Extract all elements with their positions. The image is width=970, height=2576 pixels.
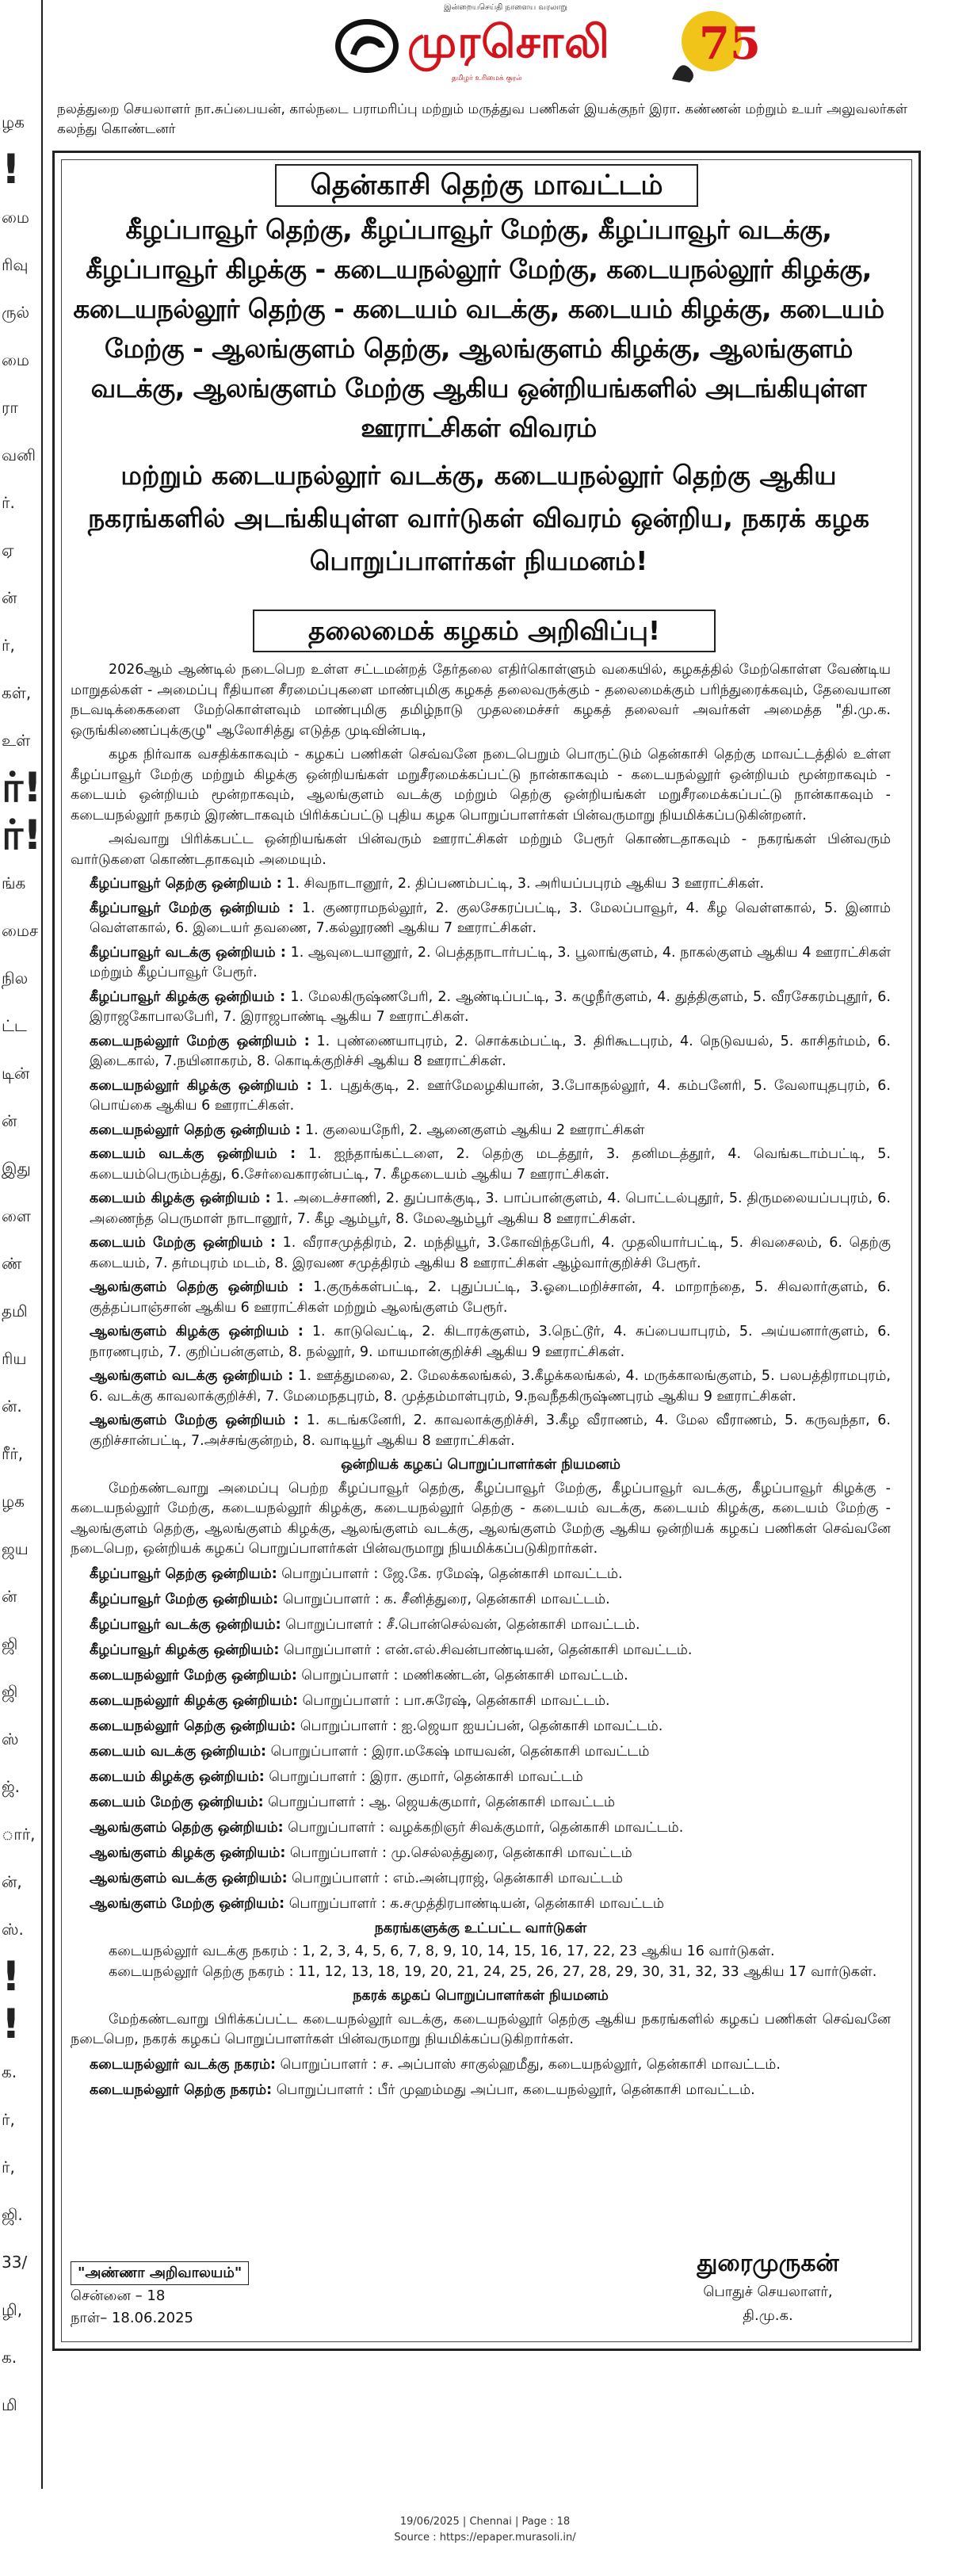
- appointment-person: பொறுப்பாளர் : ச. அப்பாஸ் சாகுல்ஹமீது, கடையநல்லூர், தென்காசி மாவட்டம்.: [280, 2056, 781, 2073]
- union-appointment: [71, 1843, 891, 1864]
- union-name: கடையநல்லூர் கிழக்கு ஒன்றியம் :: [90, 1077, 312, 1094]
- signoff-date: நாள்– 18.06.2025: [71, 2310, 193, 2326]
- union-entry: [71, 1366, 891, 1407]
- appointment-place: தென்காசி மாவட்டம்.: [529, 1718, 663, 1734]
- strip-fragment: ரிய: [2, 1349, 27, 1368]
- appointment-person: பொறுப்பாளர் : என்.எல்.சிவன்பாண்டியன்,: [283, 1642, 554, 1658]
- signoff-city: சென்னை – 18: [71, 2287, 166, 2304]
- strip-fragment: ர்.: [2, 493, 15, 512]
- union-appointment: [71, 1741, 891, 1763]
- union-appointment: [71, 1640, 891, 1661]
- strip-fragment: இது: [2, 1159, 31, 1178]
- appointment-person: பொறுப்பாளர் : பீர் முஹம்மது அப்பா, கடையநல்லூர், தென்காசி மாவட்டம்.: [276, 2081, 755, 2098]
- anniversary-75-seal-icon: [666, 3, 761, 87]
- anniversary-number: 75: [699, 17, 761, 70]
- main-heading-continued: மற்றும் கடையநல்லூர் வடக்கு, கடையநல்லூர் தெற்கு ஆகிய நகரங்களில் அடங்கியுள்ள வார்டுகள் விவரம் ஒன்றிய, நகரக் கழக பொறுப்பாளர்கள் நியமனம்!: [87, 460, 870, 576]
- strip-fragment: ர்,: [2, 2110, 15, 2129]
- union-name: ஆலங்குளம் மேற்கு ஒன்றியம் :: [90, 1412, 300, 1428]
- appointment-place: தென்காசி மாவட்டம்: [493, 1870, 623, 1886]
- union-village-list: [71, 874, 891, 1451]
- strip-fragment: ஜி: [2, 1682, 18, 1701]
- strip-fragment: மை: [2, 350, 30, 369]
- appointment-unit: ஆலங்குளம் தெற்கு ஒன்றியம்:: [90, 1819, 284, 1836]
- strip-fragment: ஜ்.: [2, 1777, 21, 1796]
- union-name: கீழப்பாவூர் கிழக்கு ஒன்றியம் :: [90, 988, 286, 1005]
- strip-fragment: ஜி.: [2, 2205, 23, 2224]
- strip-fragment: !: [2, 1953, 21, 2001]
- appointment-place: தென்காசி மாவட்டம்: [502, 1844, 632, 1861]
- strip-fragment: தமி: [2, 1301, 28, 1320]
- strip-fragment: ஜய: [2, 1539, 29, 1558]
- ward-section-title: நகரங்களுக்கு உட்பட்ட வார்டுகள்: [374, 1920, 587, 1936]
- union-name: ஆலங்குளம் கிழக்கு ஒன்றியம் :: [90, 1324, 304, 1340]
- appointment-unit: கடையநல்லூர் வடக்கு நகரம்:: [90, 2056, 277, 2073]
- strip-fragment: ர்!: [2, 764, 42, 812]
- strip-fragment: ன்,: [2, 1872, 22, 1891]
- strip-fragment: ருல்: [2, 303, 30, 322]
- union-section-title: ஒன்றியக் கழகப் பொறுப்பாளர்கள் நியமனம்: [341, 1457, 621, 1473]
- strip-fragment: வனி: [2, 445, 36, 464]
- union-entry: [71, 1322, 891, 1363]
- union-entry: [71, 1032, 891, 1072]
- strip-fragment: ண்: [2, 1254, 22, 1273]
- strip-fragment: ஏ: [2, 541, 14, 560]
- appointment-place: தென்காசி மாவட்டம்: [534, 1895, 664, 1912]
- strip-fragment: !: [2, 146, 21, 193]
- ward-south: கடையநல்லூர் தெற்கு நகரம் : 11, 12, 13, 18, 19, 20, 21, 24, 25, 26, 27, 28, 29, 30, 31, 32, 33 ஆகிய 17 வார்டுகள்.: [109, 1963, 877, 1980]
- union-name: கீழப்பாவூர் தெற்கு ஒன்றியம் :: [90, 876, 282, 892]
- appointment-unit: கீழப்பாவூர் மேற்கு ஒன்றியம்:: [90, 1591, 279, 1607]
- union-appointment: [71, 1665, 891, 1687]
- strip-fragment: ழக: [2, 113, 25, 132]
- union-appointment-list: [71, 1564, 891, 1915]
- party-logo-icon: [333, 16, 401, 76]
- strip-fragment: க.: [2, 2062, 17, 2081]
- strip-fragment: நில: [2, 969, 29, 988]
- ward-north: கடையநல்லூர் வடக்கு நகரம் : 1, 2, 3, 4, 5, 6, 7, 8, 9, 10, 14, 15, 16, 17, 22, 23 ஆகிய 16 வார்டுகள்.: [109, 1943, 775, 1959]
- appointment-place: தென்காசி மாவட்டம்: [453, 1768, 583, 1785]
- union-name: கடையம் வடக்கு ஒன்றியம் :: [90, 1146, 296, 1162]
- paragraph: அவ்வாறு பிரிக்கபட்ட ஒன்றியங்கள் பின்வரும் ஊராட்சிகள் மற்றும் பேரூர் கொண்டதாகவும் - நகரங்கள் பின்வரும் வார்டுகளை கொண்டதாகவும் அமையும்.: [71, 831, 891, 868]
- appointment-unit: கடையநல்லூர் மேற்கு ஒன்றியம்:: [90, 1667, 297, 1684]
- appointment-place: தென்காசி மாவட்டம்.: [475, 1591, 610, 1607]
- appointment-person: பொறுப்பாளர் : எம்.அன்புராஜ்,: [292, 1870, 489, 1886]
- appointment-place: தென்காசி மாவட்டம்.: [488, 1565, 623, 1582]
- union-name: ஆலங்குளம் தெற்கு ஒன்றியம் :: [90, 1279, 304, 1295]
- strip-fragment: ர்,: [2, 2157, 15, 2177]
- union-villages: 1. ஆவுடையானூர், 2. பெத்தநாடார்பட்டி, 3. பூலாங்குளம், 4. நாகல்குளம் ஆகிய 4 ஊராட்சிகள் மற்றும் கீழப்பாவூர் பேரூர்.: [90, 944, 891, 980]
- strip-fragment: ர்!: [2, 812, 42, 859]
- union-name: கடையம் மேற்கு ஒன்றியம் :: [90, 1235, 276, 1251]
- union-name: கீழப்பாவூர் மேற்கு ஒன்றியம் :: [90, 900, 294, 916]
- headquarters-announcement-heading: தலைமைக் கழகம் அறிவிப்பு!: [253, 610, 716, 652]
- strip-fragment: ன்: [2, 1111, 17, 1130]
- appointment-person: பொறுப்பாளர் : க. சீனித்துரை,: [282, 1591, 472, 1607]
- union-entry: [71, 1121, 891, 1141]
- union-entry: [71, 1233, 891, 1274]
- appointment-place: தென்காசி மாவட்டம்.: [475, 1692, 610, 1709]
- appointment-unit: கடையநல்லூர் கிழக்கு ஒன்றியம்:: [90, 1692, 299, 1709]
- strip-fragment: உள்: [2, 731, 31, 750]
- strip-fragment: கள்,: [2, 683, 32, 702]
- signatory-name: துரைமுருகன்: [697, 2249, 839, 2277]
- strip-fragment: மி: [2, 2395, 17, 2414]
- union-section-intro: மேற்கண்டவாறு அமைப்பு பெற்ற கீழப்பாவூர் தெற்கு, கீழப்பாவூர் மேற்கு, கீழப்பாவூர் வடக்கு, கீழப்பாவூர் கிழக்கு - கடையநல்லூர் மேற்கு, கடையநல்லூர் கிழக்கு, கடையநல்லூர் தெற்கு - கடையம் வடக்கு, கடையம் கிழக்கு, கடையம் மேற்கு - ஆலங்குளம் தெற்கு, ஆலங்குளம் கிழக்கு, ஆலங்குளம் வடக்கு, ஆலங்குளம் மேற்கு ஆகிய ஒன்றியக் கழகப் பணிகள் செவ்வனே நடைபெற, ஒன்றியக் கழகப் பொறுப்பாளர்கள் பின்வருமாறு நியமிக்கப்படுகிறார்கள்.: [71, 1480, 891, 1557]
- town-appointment-list: [71, 2054, 891, 2101]
- strip-fragment: ர்,: [2, 636, 15, 655]
- union-entry: [71, 1189, 891, 1229]
- union-villages: 1. குலையநேரி, 2. ஆனைகுளம் ஆகிய 2 ஊராட்சிகள்: [305, 1122, 645, 1138]
- union-name: கடையநல்லூர் தெற்கு ஒன்றியம் :: [90, 1122, 301, 1138]
- strip-fragment: டின்: [2, 1064, 30, 1083]
- appointment-unit: கடையம் மேற்கு ஒன்றியம்:: [90, 1794, 264, 1810]
- union-entry: [71, 943, 891, 984]
- strip-fragment: ரிவு: [2, 255, 29, 274]
- union-villages: 1. கடங்கனேரி, 2. காவலாக்குறிச்சி, 3.கீழ வீராணம், 4. மேல வீராணம், 5. கருவந்தா, 6. குறிச்சான்பட்டி, 7.அச்சங்குன்றம், 8. வாடியூர் ஆகிய 8 ஊராட்சிகள்.: [90, 1412, 891, 1449]
- strip-fragment: ார்,: [2, 1825, 36, 1844]
- masthead: [333, 3, 777, 90]
- strip-fragment: 33/: [2, 2253, 28, 2272]
- appointment-place: தென்காசி மாவட்டம்: [485, 1794, 615, 1810]
- adjacent-column-strip: [0, 0, 43, 2489]
- strip-fragment: ட்ட: [2, 1016, 27, 1035]
- union-villages: 1. ஊத்துமலை, 2. மேலக்கலங்கல், 3.கீழக்கலங்கல், 4. மருக்காலங்குளம், 5. பலபத்திராமபுரம், 6. வடக்கு காவலாக்குறிச்சி, 7. மேமைநதபுரம், 8. முத்தம்மாள்புரம், 9.நவநீதகிருஷ்ணபுரம் ஆகிய 9 ஊராட்சிகள்.: [90, 1368, 891, 1405]
- town-section-intro: மேற்கண்டவாறு பிரிக்கப்பட்ட கடையநல்லூர் வடக்கு, கடையநல்லூர் தெற்கு ஆகிய நகரங்களில் கழகப் பணிகள் செவ்வனே நடைபெற, நகரக் கழகப் பொறுப்பாளர்கள் பின்வருமாறு நியமிக்கப்படுகிறார்கள்.: [71, 2011, 891, 2047]
- signoff-place-date: [71, 2261, 249, 2329]
- town-section-title: நகரக் கழகப் பொறுப்பாளர்கள் நியமனம்: [353, 1988, 609, 2004]
- union-name: ஆலங்குளம் வடக்கு ஒன்றியம் :: [90, 1368, 294, 1384]
- strip-fragment: ஜி: [2, 1634, 18, 1653]
- strip-fragment: மைச: [2, 921, 39, 940]
- appointment-person: பொறுப்பாளர் : வழக்கறிஞர் சிவக்குமார்,: [288, 1819, 545, 1836]
- strip-fragment: ன்.: [2, 1397, 22, 1416]
- strip-fragment: ளை: [2, 1206, 31, 1225]
- union-entry: [71, 1278, 891, 1318]
- previous-article-caption: நலத்துறை செயலாளர் நா.சுப்பையன், கால்நடை பராமரிப்பு மற்றும் மருத்துவ பணிகள் இயக்குநர் இரா. கண்ணன் மற்றும் உயர் அலுவலர்கள் கலந்து கொண்டனர்: [57, 101, 907, 137]
- appointment-unit: கடையம் வடக்கு ஒன்றியம்:: [90, 1743, 267, 1760]
- strip-fragment: ழக: [2, 1492, 25, 1511]
- union-appointment: [71, 1767, 891, 1788]
- union-appointment: [71, 1615, 891, 1636]
- appointment-unit: ஆலங்குளம் கிழக்கு ஒன்றியம்:: [90, 1844, 286, 1861]
- appointment-unit: கீழப்பாவூர் வடக்கு ஒன்றியம்:: [90, 1616, 281, 1633]
- appointment-place: தென்காசி மாவட்டம்: [519, 1743, 650, 1760]
- union-entry: [71, 874, 891, 895]
- masthead-subtitle: தமிழர் உரிமைக் குரல்: [452, 75, 522, 82]
- appointment-person: பொறுப்பாளர் : பா.சுரேஷ்,: [302, 1692, 472, 1709]
- appointment-place: தென்காசி மாவட்டம்.: [494, 1667, 628, 1684]
- union-villages: 1. புண்ணையாபுரம், 2. சொக்கம்பட்டி, 3. திரிகூடபுரம், 4. நெடுவயல், 5. காசிதர்மம், 6. இடைகால், 7.நயினாகரம், 8. கொடிக்குறிச்சி ஆகிய 8 ஊராட்சிகள்.: [90, 1033, 891, 1069]
- appointment-person: பொறுப்பாளர் : இரா. குமார்,: [269, 1768, 449, 1785]
- union-appointment: [71, 1589, 891, 1611]
- main-heading: கீழப்பாவூர் தெற்கு, கீழப்பாவூர் மேற்கு, கீழப்பாவூர் வடக்கு, கீழப்பாவூர் கிழக்கு - கடையநல்லூர் மேற்கு, கடையநல்லூர் கிழக்கு, கடையநல்லூர் தெற்கு - கடையம் வடக்கு, கடையம் கிழக்கு, கடையம் மேற்கு - ஆலங்குளம் தெற்கு, ஆலங்குளம் கிழக்கு, ஆலங்குளம் வடக்கு, ஆலங்குளம் மேற்கு ஆகிய ஒன்றியங்களில் அடங்கியுள்ள ஊராட்சிகள் விவரம்: [73, 214, 884, 443]
- union-entry: [71, 1145, 891, 1185]
- appointment-unit: கீழப்பாவூர் கிழக்கு ஒன்றியம்:: [90, 1642, 280, 1658]
- union-entry: [71, 899, 891, 939]
- union-villages: 1. ஐந்தாங்கட்டளை, 2. தெற்கு மடத்தூர், 3. தனிமடத்தூர், 4. வெங்கடாம்பட்டி, 5. கடையம்பெரும்பத்து, 6.சேர்வைகாரன்பட்டி, 7. கீழகடையம் ஆகிய 7 ஊராட்சிகள்.: [90, 1146, 891, 1183]
- signatory-party: தி.மு.க.: [743, 2307, 793, 2324]
- appointment-unit: கீழப்பாவூர் தெற்கு ஒன்றியம்:: [90, 1565, 277, 1582]
- strip-fragment: ன்: [2, 588, 17, 607]
- paragraph: 2026ஆம் ஆண்டில் நடைபெற உள்ள சட்டமன்றத் தேர்தலை எதிர்கொள்ளும் வகையில், கழகத்தில் மேற்கொள்ள வேண்டிய மாறுதல்கள் - அமைப்பு ரீதியான சீரமைப்புகளை மாண்புமிகு கழகத் தலைவருக்கும் - தலைமைக்கும் பரிந்துரைக்கவும், தேவையான நடவடிக்கைகளை மேற்கொள்ளவும் மாண்புமிகு தமிழ்நாடு முதலமைச்சர் கழகத் தலைவர் அவர்கள் அமைத்த "தி.மு.க. ஒருங்கிணைப்புக்குழு" ஆலோசித்து எடுத்த முடிவின்படி,: [71, 662, 891, 739]
- paragraph: கழக நிர்வாக வசதிக்காகவும் - கழகப் பணிகள் செவ்வனே நடைபெறும் பொருட்டும் தென்காசி தெற்கு மாவட்டத்தில் உள்ள கீழப்பாவூர் மேற்கு மற்றும் கிழக்கு ஒன்றியங்கள் மறுசீரமைக்கப்பட்டு நான்காகவும் - கடையநல்லூர் ஒன்றியம் மூன்றாகவும் - கடையம் ஒன்றியம் மூன்றாகவும், ஆலங்குளம் வடக்கு மற்றும் தெற்கு ஒன்றியங்கள் மறுசீரமைக்கப்பட்டு நான்காகவும் - கடையநல்லூர் நகரம் இரண்டாகவும் பிரிக்கப்பட்டு புதிய கழக பொறுப்பாளர்கள் பின்வருமாறு நியமிக்கப்படுகின்றனர்.: [71, 747, 891, 824]
- appointment-person: பொறுப்பாளர் : க.சமுத்திரபாண்டியன்,: [288, 1895, 530, 1912]
- signoff-office: "அண்ணா அறிவாலயம்": [71, 2261, 249, 2285]
- appointment-person: பொறுப்பாளர் : ஜே.கே. ரமேஷ்,: [281, 1565, 484, 1582]
- union-appointment: [71, 1894, 891, 1915]
- appointment-person: பொறுப்பாளர் : இரா.மகேஷ் மாயவன்,: [270, 1743, 516, 1760]
- strip-fragment: ரீர்,: [2, 1444, 24, 1463]
- announcement-box: [52, 151, 921, 2351]
- town-appointment: [71, 2080, 891, 2101]
- union-entry: [71, 1076, 891, 1117]
- appointment-place: தென்காசி மாவட்டம்.: [549, 1819, 684, 1836]
- town-appointment: [71, 2054, 891, 2076]
- district-heading: தென்காசி தெற்கு மாவட்டம்: [275, 164, 698, 207]
- signatory-role: பொதுச் செயலாளர்,: [703, 2284, 833, 2300]
- strip-fragment: ஸ்.: [2, 1920, 24, 1939]
- page-footer: [0, 2514, 970, 2546]
- appointment-person: பொறுப்பாளர் : மு.செல்லத்துரை,: [289, 1844, 498, 1861]
- union-villages: 1. சிவநாடானூர், 2. திப்பணம்பட்டி, 3. அரியப்பபுரம் ஆகிய 3 ஊராட்சிகள்.: [286, 876, 765, 892]
- appointment-place: தென்காசி மாவட்டம்.: [558, 1642, 693, 1658]
- union-villages: 1.குருக்கள்பட்டி, 2. புதுப்பட்டி, 3.ஓடைமறிச்சான், 4. மாறாந்தை, 5. சிவலார்குளம், 6. குத்தப்பாஞ்சான் ஆகிய 6 ஊராட்சிகள் மற்றும் ஆலங்குளம் பேரூர்.: [90, 1279, 891, 1316]
- union-appointment: [71, 1716, 891, 1737]
- signatory: [657, 2249, 879, 2328]
- strip-fragment: ரா: [2, 398, 18, 417]
- union-name: கடையம் கிழக்கு ஒன்றியம் :: [90, 1191, 271, 1206]
- appointment-unit: கடையநல்லூர் தெற்கு ஒன்றியம்:: [90, 1718, 296, 1734]
- strip-fragment: ழி,: [2, 2300, 23, 2319]
- strip-fragment: ன்: [2, 1587, 17, 1606]
- masthead-title: முரசொலி: [407, 16, 610, 68]
- strip-fragment: ஸ்: [2, 1729, 19, 1749]
- union-appointment: [71, 1564, 891, 1585]
- appointment-unit: கடையநல்லூர் தெற்கு நகரம்:: [90, 2081, 273, 2098]
- union-appointment: [71, 1817, 891, 1839]
- union-name: கீழப்பாவூர் வடக்கு ஒன்றியம் :: [90, 944, 286, 961]
- footer-source-link[interactable]: Source : https://epaper.murasoli.in/: [394, 2532, 576, 2544]
- footer-date-page: 19/06/2025 | Chennai | Page : 18: [399, 2516, 571, 2528]
- union-villages: 1. குணராமநல்லூர், 2. குலசேகரப்பட்டி, 3. மேலப்பாவூர், 4. கீழ வெள்ளகால், 5. இனாம் வெள்ளகால், 6. இடையர் தவணை, 7.கல்லூரணி ஆகிய 7 ஊராட்சிகள்.: [90, 900, 892, 936]
- union-entry: [71, 988, 891, 1028]
- appointment-unit: ஆலங்குளம் மேற்கு ஒன்றியம்:: [90, 1895, 285, 1912]
- appointment-person: பொறுப்பாளர் : மணிகண்டன்,: [301, 1667, 490, 1684]
- union-appointment: [71, 1792, 891, 1814]
- union-villages: 1. வீராசமுத்திரம், 2. மந்தியூர், 3.கோவிந்தபேரி, 4. முதலியார்பட்டி, 5. சிவசைலம், 6. தெற்கு கடையம், 7. தர்மபுரம் மடம், 8. இரவண சமுத்திரம் ஆகிய 8 ஊராட்சிகள் ஆழ்வார்குறிச்சி பேரூர்.: [90, 1235, 891, 1271]
- appointment-person: பொறுப்பாளர் : சீ.பொன்செல்வன்,: [285, 1616, 502, 1633]
- union-villages: 1. மேலகிருஷ்ணபேரி, 2. ஆண்டிப்பட்டி, 3. கழுநீர்குளம், 4. துத்திகுளம், 5. வீரசேகரம்புதூர், 6. இராஜகோபாலபேரி, 7. இராஜபாண்டி ஆகிய 7 ஊராட்சிகள்.: [90, 988, 891, 1025]
- announcement-body: [71, 660, 891, 2105]
- appointment-person: பொறுப்பாளர் : ஆ. ஜெயக்குமார்,: [268, 1794, 481, 1810]
- union-entry: [71, 1411, 891, 1451]
- masthead-tagline: இன்றையசெய்தி நாளைய வரலாறு: [444, 3, 568, 12]
- appointment-place: தென்காசி மாவட்டம்.: [506, 1616, 640, 1633]
- strip-fragment: மை: [2, 208, 30, 227]
- union-name: கடையநல்லூர் மேற்கு ஒன்றியம் :: [90, 1033, 310, 1049]
- appointment-unit: கடையம் கிழக்கு ஒன்றியம்:: [90, 1768, 265, 1785]
- union-villages: 1. அடைச்சாணி, 2. துப்பாக்குடி, 3. பாப்பான்குளம், 4. பொட்டல்புதூர், 5. திருமலையப்பபுரம், 6. அணைந்த பெருமாள் நாடானூர், 7. கீழ ஆம்பூர், 8. மேலஆம்பூர் ஆகிய 8 ஊராட்சிகள்.: [90, 1191, 891, 1227]
- union-villages: 1. காடுவெட்டி, 2. கிடாரக்குளம், 3.நெட்டூர், 4. சுப்பையாபுரம், 5. அய்யனார்குளம், 6. நாரணபுரம், 7. குறிப்பன்குளம், 8. நல்லூர், 9. மாயமான்குறிச்சி ஆகிய 9 ஊராட்சிகள்.: [90, 1324, 891, 1360]
- strip-fragment: !: [2, 2001, 21, 2048]
- union-appointment: [71, 1691, 891, 1712]
- strip-fragment: ங்க: [2, 873, 26, 892]
- union-appointment: [71, 1868, 891, 1890]
- strip-fragment: க.: [2, 2348, 17, 2367]
- appointment-person: பொறுப்பாளர் : ஐ.ஜெயா ஐயப்பன்,: [300, 1718, 525, 1734]
- union-villages: 1. புதுக்குடி, 2. ஊர்மேலழகியான், 3.போகநல்லூர், 4. கம்பனேரி, 5. வேலாயுதபுரம், 6. பொய்கை ஆகிய 6 ஊராட்சிகள்.: [90, 1077, 891, 1114]
- appointment-unit: ஆலங்குளம் வடக்கு ஒன்றியம்:: [90, 1870, 288, 1886]
